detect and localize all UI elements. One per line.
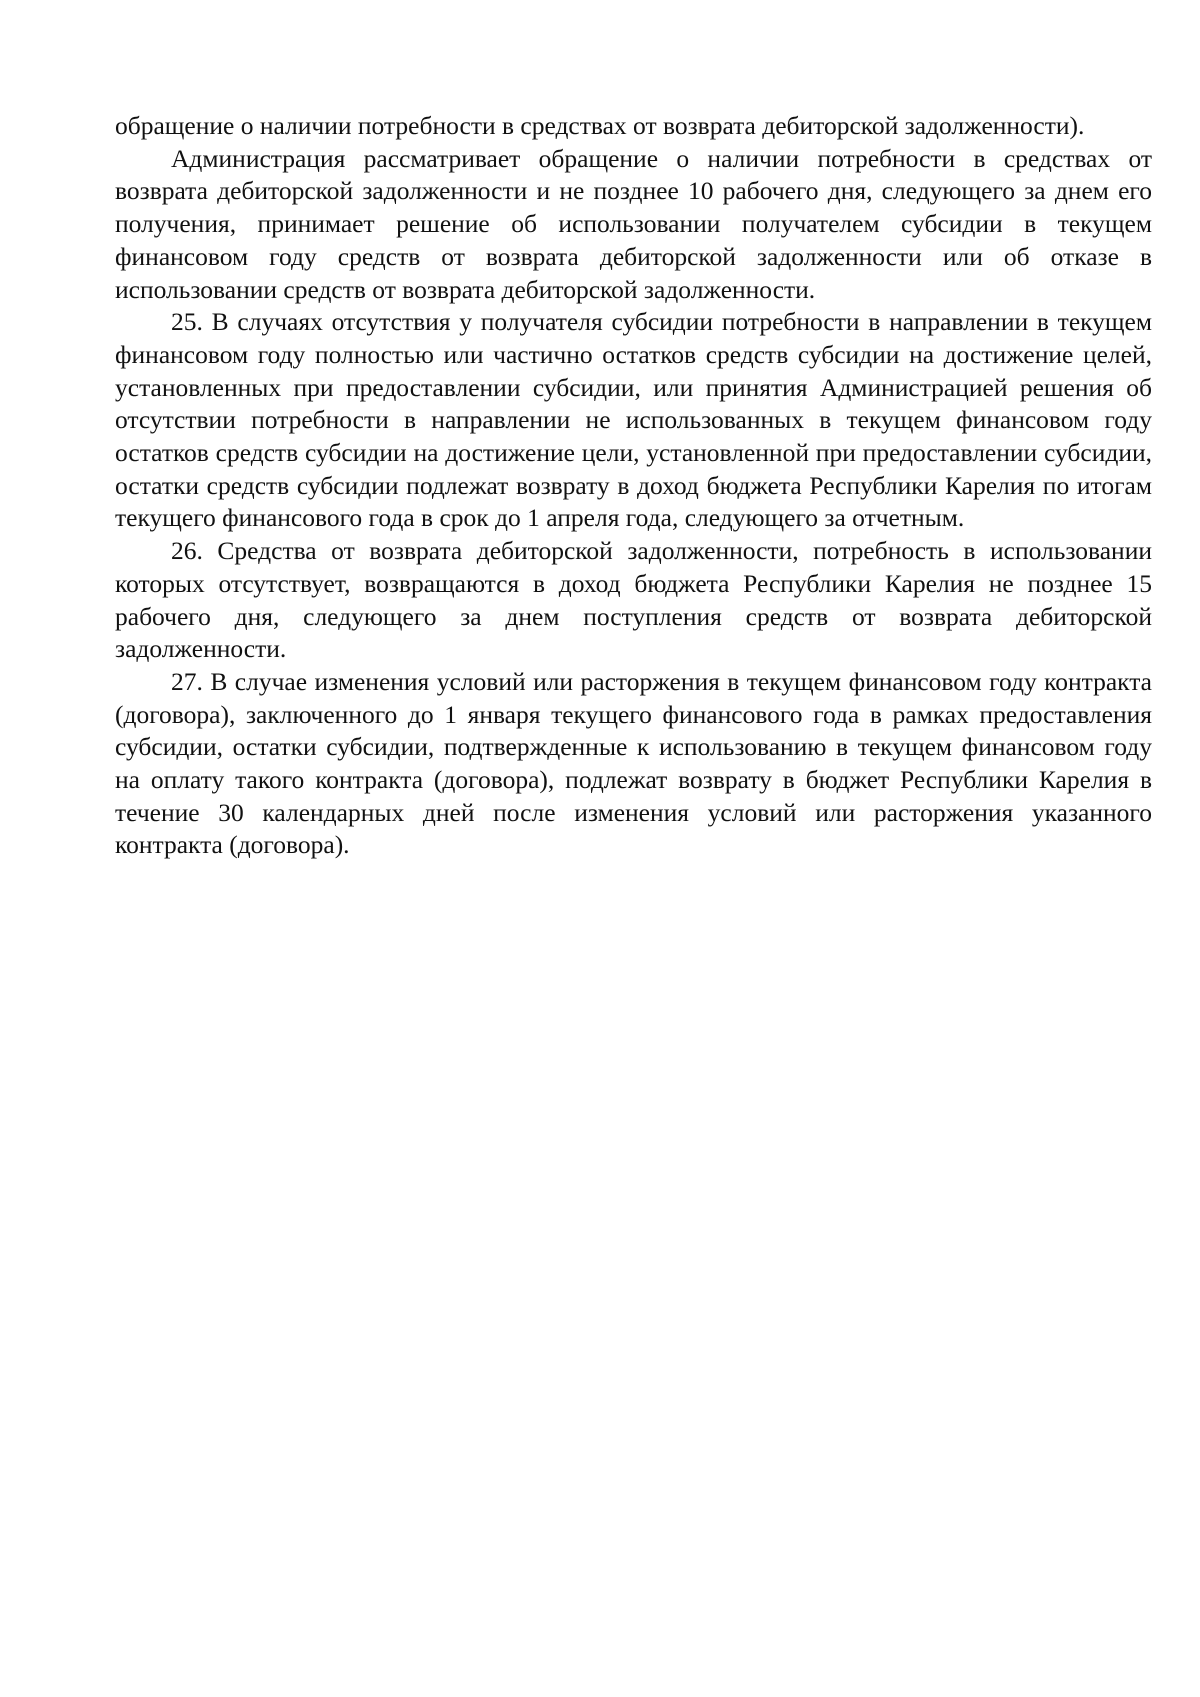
paragraph-clause-26: 26. Средства от возврата дебиторской задолженности, потребность в использовании которых отсутствует, возвращаются в доход бюджета Республики Карелия не позднее 15 рабочего дня, следующего за днем поступления средств от возврата дебиторской задолженности. — [115, 536, 1152, 664]
document-page — [115, 110, 1152, 862]
paragraph-clause-25: 25. В случаях отсутствия у получателя субсидии потребности в направлении в текущем финансовом году полностью или частично остатков средств субсидии на достижение целей, установленных при предоставлении субсидии, или принятия Администрацией решения об отсутствии потребности в направлении не использованных в текущем финансовом году остатков средств субсидии на достижение цели, установленной при предоставлении субсидии, остатки средств субсидии подлежат возврату в доход бюджета Республики Карелия по итогам текущего финансового года в срок до 1 апреля года, следующего за отчетным. — [115, 307, 1152, 533]
paragraph-continuation: обращение о наличии потребности в средствах от возврата дебиторской задолженности). — [115, 111, 1085, 140]
paragraph-administration-review: Администрация рассматривает обращение о наличии потребности в средствах от возврата дебиторской задолженности и не позднее 10 рабочего дня, следующего за днем его получения, принимает решение об использовании получателем субсидии в текущем финансовом году средств от возврата дебиторской задолженности или об отказе в использовании средств от возврата дебиторской задолженности. — [115, 143, 1152, 304]
paragraph-clause-27: 27. В случае изменения условий или расторжения в текущем финансовом году контракта (договора), заключенного до 1 января текущего финансового года в рамках предоставления субсидии, остатки субсидии, подтвержденные к использованию в текущем финансовом году на оплату такого контракта (договора), подлежат возврату в бюджет Республики Карелия в течение 30 календарных дней после изменения условий или расторжения указанного контракта (договора). — [115, 666, 1152, 860]
